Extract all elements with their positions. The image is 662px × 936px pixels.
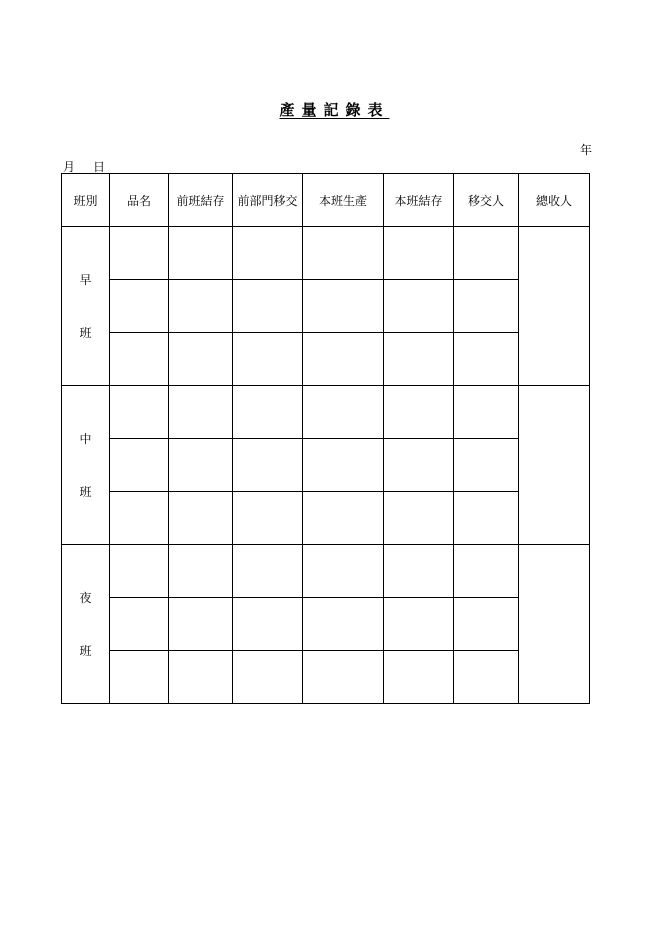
cell-this-shift-balance[interactable] [384,386,454,439]
form-title-text: 產量記錄表 [279,101,390,119]
table-row [62,492,590,545]
cell-product-name[interactable] [110,386,169,439]
cell-product-name[interactable] [110,439,169,492]
shift-label-middle [62,386,110,545]
cell-transferred-by[interactable] [454,545,519,598]
cell-this-shift-balance[interactable] [384,280,454,333]
cell-prev-shift-balance[interactable] [169,386,233,439]
date-month-label: 月 [63,160,76,174]
cell-prev-dept-transfer[interactable] [233,280,303,333]
cell-prev-shift-balance[interactable] [169,651,233,704]
table-row [62,439,590,492]
cell-this-shift-balance[interactable] [384,651,454,704]
form-title [0,99,662,120]
shift-label-night [62,545,110,704]
date-year-label: 年 [580,143,593,157]
cell-prev-dept-transfer[interactable] [233,333,303,386]
cell-transferred-by[interactable] [454,280,519,333]
cell-this-shift-production[interactable] [303,386,384,439]
date-day-label: 日 [93,160,106,174]
cell-this-shift-balance[interactable] [384,492,454,545]
cell-prev-dept-transfer[interactable] [233,227,303,280]
cell-this-shift-balance[interactable] [384,545,454,598]
shift-label-char: 班 [79,484,92,499]
cell-product-name[interactable] [110,651,169,704]
cell-prev-dept-transfer[interactable] [233,598,303,651]
table-row [62,545,590,598]
cell-this-shift-balance[interactable] [384,333,454,386]
cell-this-shift-production[interactable] [303,651,384,704]
cell-prev-dept-transfer[interactable] [233,545,303,598]
cell-prev-shift-balance[interactable] [169,333,233,386]
cell-this-shift-production[interactable] [303,492,384,545]
header-this-shift-production: 本班生產 [303,174,384,227]
cell-received-by-night[interactable] [519,545,590,704]
table-row [62,280,590,333]
production-record-table [61,173,590,704]
cell-transferred-by[interactable] [454,598,519,651]
header-product-name: 品名 [110,174,169,227]
cell-this-shift-balance[interactable] [384,439,454,492]
cell-this-shift-production[interactable] [303,439,384,492]
header-transferred-by: 移交人 [454,174,519,227]
cell-prev-dept-transfer[interactable] [233,651,303,704]
header-received-by: 總收人 [519,174,590,227]
cell-this-shift-balance[interactable] [384,598,454,651]
cell-product-name[interactable] [110,598,169,651]
cell-prev-shift-balance[interactable] [169,439,233,492]
header-prev-shift-balance: 前班結存 [169,174,233,227]
cell-received-by-middle[interactable] [519,386,590,545]
cell-this-shift-production[interactable] [303,598,384,651]
shift-label-char: 夜 [79,590,92,605]
cell-product-name[interactable] [110,227,169,280]
shift-label-morning [62,227,110,386]
table-row [62,598,590,651]
cell-prev-dept-transfer[interactable] [233,439,303,492]
table-row [62,651,590,704]
header-this-shift-balance: 本班結存 [384,174,454,227]
cell-this-shift-production[interactable] [303,545,384,598]
table-row [62,227,590,280]
cell-transferred-by[interactable] [454,651,519,704]
cell-product-name[interactable] [110,280,169,333]
cell-prev-dept-transfer[interactable] [233,386,303,439]
shift-label-char: 班 [79,325,92,340]
cell-this-shift-production[interactable] [303,333,384,386]
cell-transferred-by[interactable] [454,386,519,439]
table-row [62,386,590,439]
cell-received-by-morning[interactable] [519,227,590,386]
shift-label-char: 早 [79,272,92,287]
cell-transferred-by[interactable] [454,439,519,492]
cell-this-shift-production[interactable] [303,280,384,333]
header-shift: 班別 [62,174,110,227]
cell-this-shift-balance[interactable] [384,227,454,280]
cell-transferred-by[interactable] [454,333,519,386]
shift-label-char: 班 [79,643,92,658]
cell-prev-shift-balance[interactable] [169,545,233,598]
header-row [62,174,590,227]
shift-label-char: 中 [79,431,92,446]
table-row [62,333,590,386]
cell-transferred-by[interactable] [454,492,519,545]
cell-prev-shift-balance[interactable] [169,227,233,280]
header-prev-dept-transfer: 前部門移交 [233,174,303,227]
cell-prev-shift-balance[interactable] [169,598,233,651]
cell-transferred-by[interactable] [454,227,519,280]
cell-product-name[interactable] [110,492,169,545]
cell-product-name[interactable] [110,333,169,386]
cell-product-name[interactable] [110,545,169,598]
cell-prev-dept-transfer[interactable] [233,492,303,545]
record-body [62,227,590,704]
cell-this-shift-production[interactable] [303,227,384,280]
cell-prev-shift-balance[interactable] [169,492,233,545]
cell-prev-shift-balance[interactable] [169,280,233,333]
